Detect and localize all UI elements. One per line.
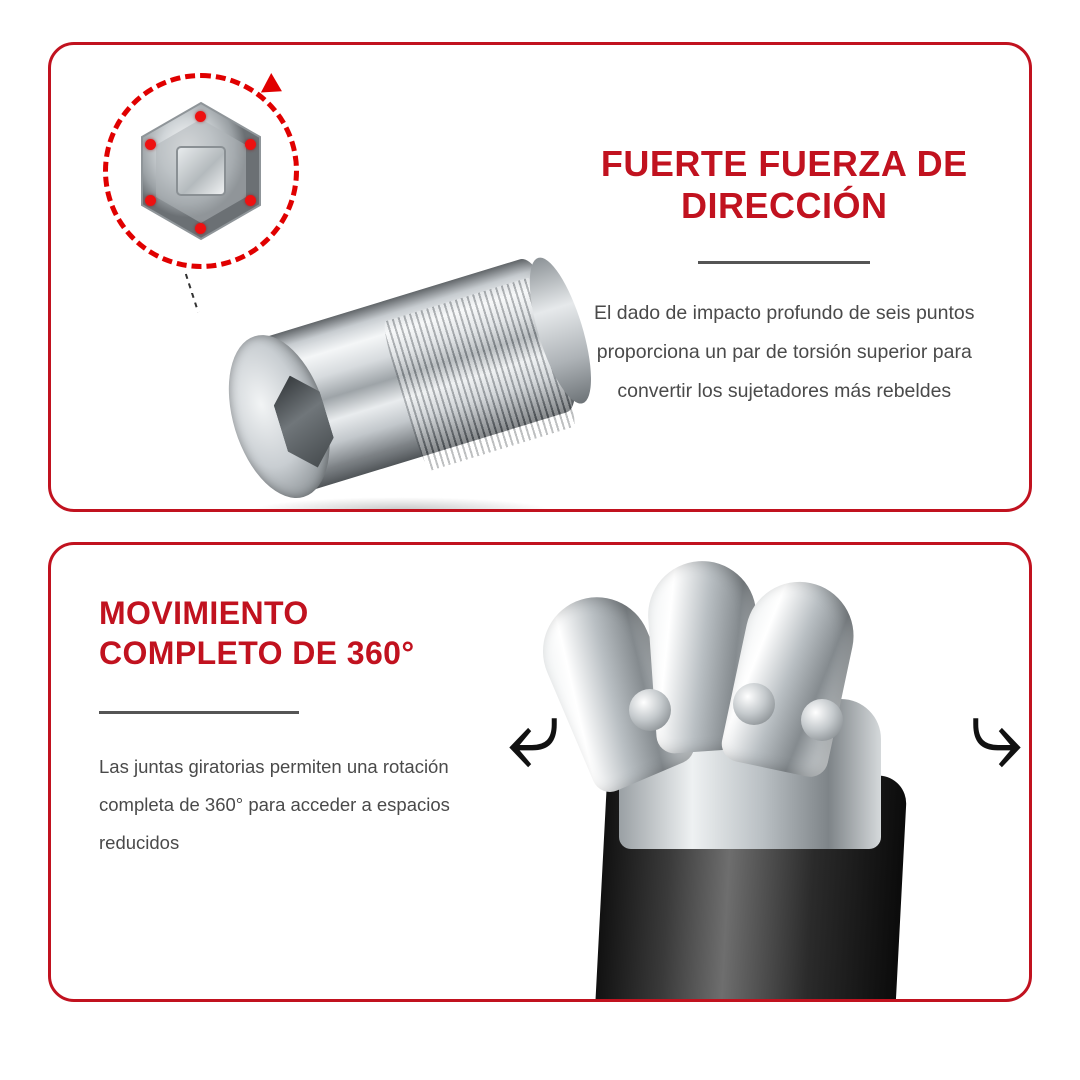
panel-body-text: Las juntas giratorias permiten una rotación completa de 360° para acceder a espacios reducidos (99, 756, 450, 853)
headline-line-2: DIRECCIÓN (681, 185, 888, 226)
divider (99, 711, 299, 714)
universal-joint-illustration (501, 545, 1029, 999)
socket-image-group (51, 45, 560, 509)
hex-point-marker (195, 223, 206, 234)
joint-pin (801, 699, 843, 741)
hex-point-marker (245, 139, 256, 150)
hex-face-detail (129, 99, 273, 243)
socket-illustration (51, 45, 560, 509)
divider (698, 261, 870, 264)
panel-headline (601, 143, 968, 228)
panel-content (51, 545, 1029, 999)
panel-content (51, 45, 1029, 509)
callout-leader-line (185, 274, 199, 313)
feature-panel-full-360-movement (48, 542, 1032, 1002)
panel-headline (99, 593, 491, 673)
panel-text-block (560, 45, 1029, 509)
headline-line-1: FUERTE FUERZA DE (600, 142, 968, 184)
panel-text-block (51, 545, 501, 999)
hex-point-marker (245, 195, 256, 206)
joint-pin (733, 683, 775, 725)
hex-point-marker (195, 111, 206, 122)
panel-body-text: El dado de impacto profundo de seis puntos proporciona un par de torsión superior para convertir los sujetadores más rebeldes (594, 302, 975, 403)
headline-line-1: MOVIMIENTO (99, 595, 309, 631)
rotate-right-arrow-icon: ⤷ (969, 677, 1023, 789)
joint-pin (629, 689, 671, 731)
socket-body (187, 234, 608, 512)
headline-line-2: COMPLETO DE 360° (99, 635, 415, 671)
socket-shadow (251, 497, 551, 512)
feature-panel-strong-steering-force (48, 42, 1032, 512)
rotate-left-arrow-icon: ⤷ (506, 677, 561, 789)
hex-point-marker (145, 195, 156, 206)
hex-point-marker (145, 139, 156, 150)
